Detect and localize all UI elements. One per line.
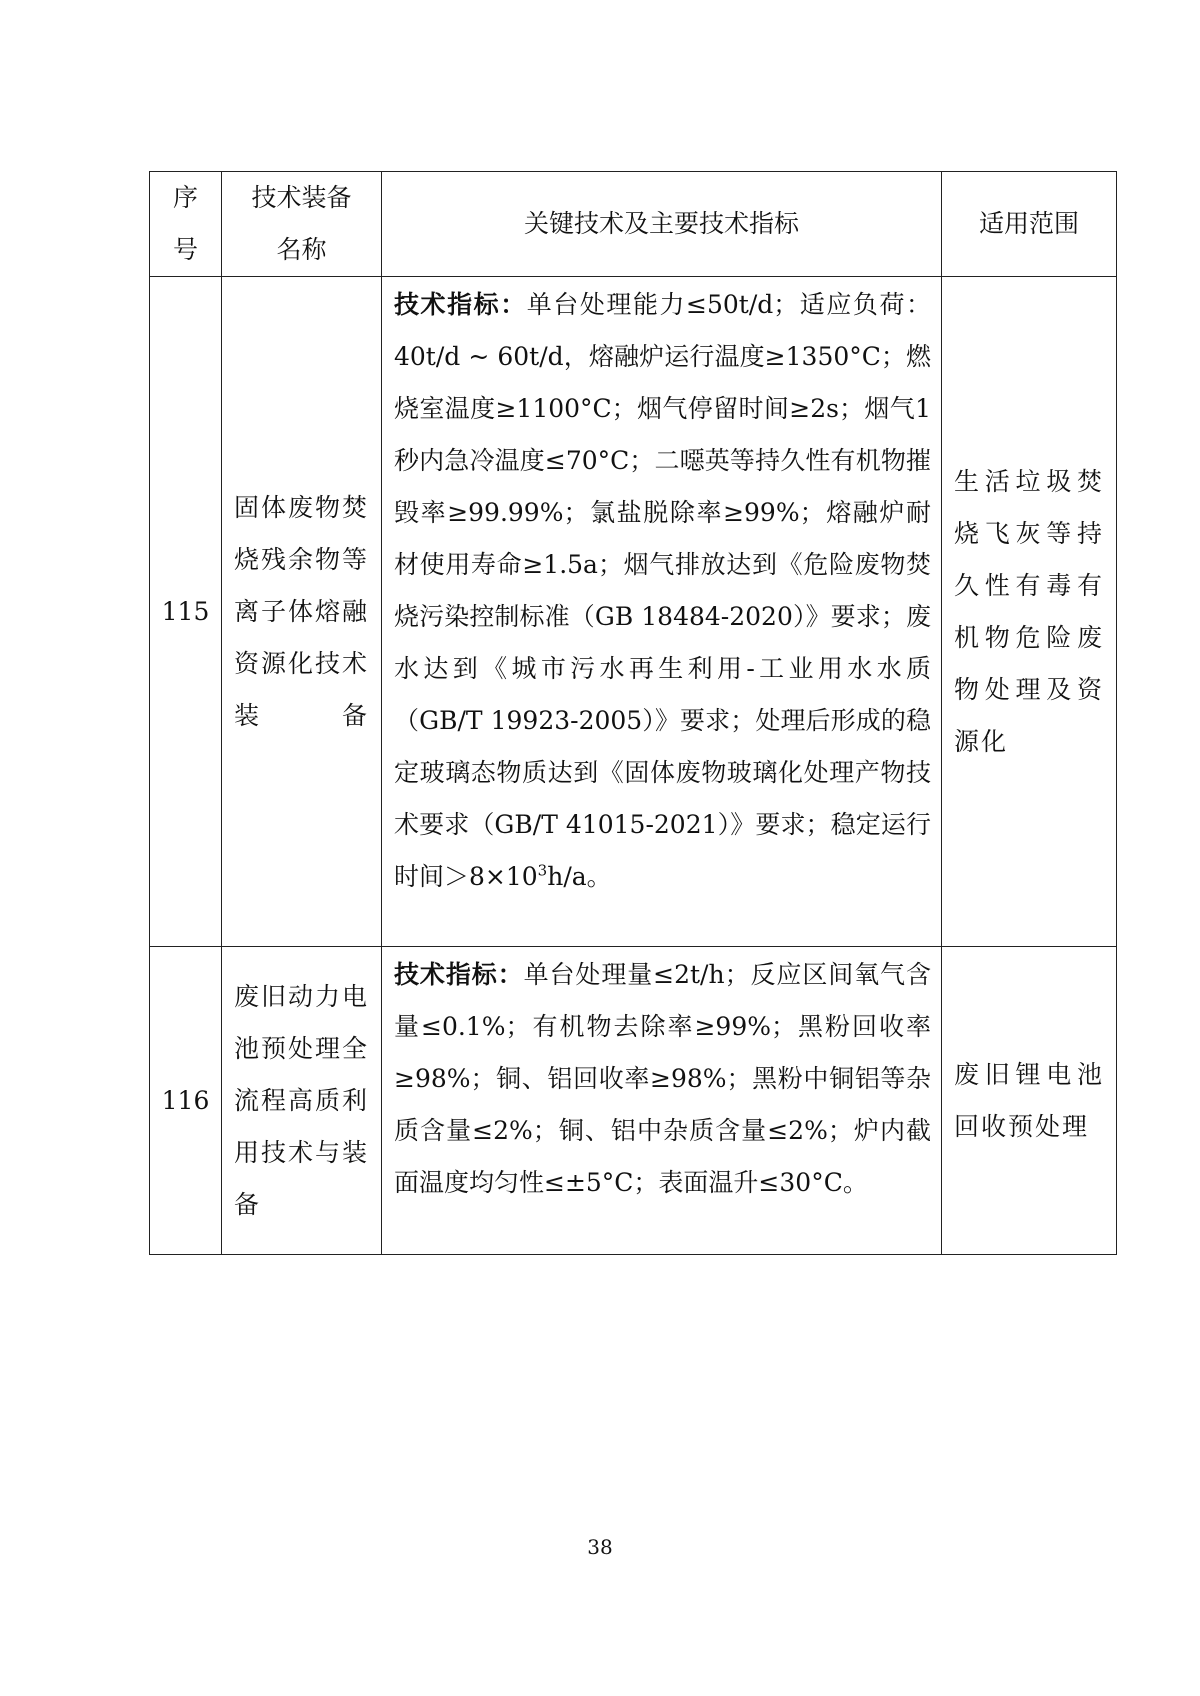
key-technology [382, 947, 942, 1255]
header-name [222, 172, 382, 277]
header-scope: 适用范围 [942, 172, 1117, 277]
application-scope: 生活垃圾焚烧飞灰等持久性有毒有机物危险废物处理及资源化 [942, 277, 1117, 947]
key-text: 单台处理能力≤50t/d；适应负荷：40t/d ~ 60t/d，熔融炉运行温度≥1350°C；燃烧室温度≥1100°C；烟气停留时间≥2s；烟气1秒内急冷温度≤70°C；二噁英等持久性有机物摧毁率≥99.99%；氯盐脱除率≥99%；熔融炉耐材使用寿命≥1.5a；烟气排放达到《危险废物焚烧污染控制标准（GB 18484-2020）》要求；废水达到《城市污水再生利用-工业用水水质（GB/T 19923-2005）》要求；处理后形成的稳定玻璃态物质达到《固体废物玻璃化处理产物技术要求（GB/T 41015-2021）》要求；稳定运行时间＞8×10 [394, 290, 931, 891]
row-number: 116 [150, 947, 222, 1255]
header-name-line1: 技术装备 [251, 183, 352, 212]
table-row [150, 277, 1117, 947]
key-lead: 技术指标： [394, 290, 527, 319]
row-number: 115 [150, 277, 222, 947]
equipment-name: 固体废物焚烧残余物等离子体熔融资源化技术装备 [222, 277, 382, 947]
key-text-end: h/a。 [547, 862, 612, 891]
application-scope: 废旧锂电池回收预处理 [942, 947, 1117, 1255]
header-no [150, 172, 222, 277]
technology-table [149, 171, 1117, 1255]
header-name-line2: 名称 [276, 235, 327, 264]
header-key: 关键技术及主要技术指标 [382, 172, 942, 277]
table-header-row [150, 172, 1117, 277]
header-no-line1: 序 [172, 183, 198, 212]
key-superscript: 3 [537, 861, 548, 880]
key-lead: 技术指标： [394, 960, 524, 989]
key-technology [382, 277, 942, 947]
key-text: 单台处理量≤2t/h；反应区间氧气含量≤0.1%；有机物去除率≥99%；黑粉回收率≥98%；铜、铝回收率≥98%；黑粉中铜铝等杂质含量≤2%；铜、铝中杂质含量≤2%；炉内截面温度均匀性≤±5°C；表面温升≤30°C。 [394, 960, 931, 1197]
page-number: 38 [587, 1535, 613, 1559]
table-row [150, 947, 1117, 1255]
equipment-name: 废旧动力电池预处理全流程高质利用技术与装备 [222, 947, 382, 1255]
header-no-line2: 号 [172, 235, 198, 264]
